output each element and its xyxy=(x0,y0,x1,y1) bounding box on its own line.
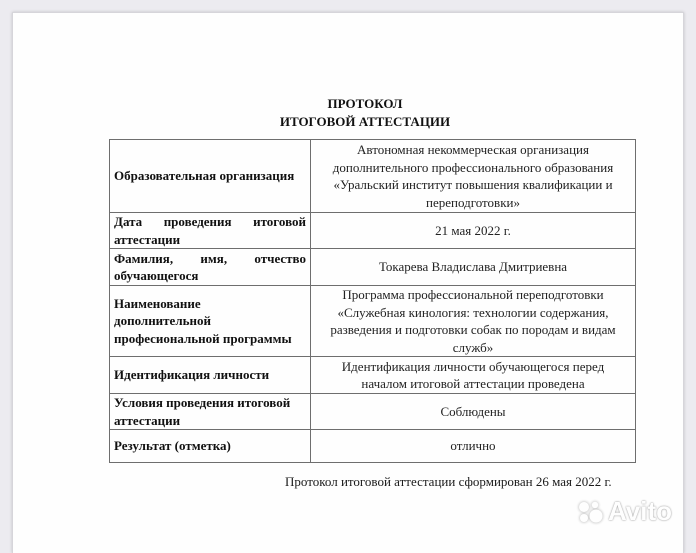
row-label xyxy=(110,286,311,357)
protocol-generated-note: Протокол итоговой аттестации сформирован 26 мая 2022 г. xyxy=(285,474,612,489)
label-line: Дата проведения итоговой xyxy=(114,214,306,229)
table-row-organization xyxy=(110,140,636,213)
document-page xyxy=(12,12,684,553)
value-line: Идентификация личности обучающегося перед xyxy=(341,358,605,374)
value-line: «Служебная кинология: технологии содержания, xyxy=(337,304,609,320)
row-label: Образовательная организация xyxy=(110,140,311,213)
title-line-1: ПРОТОКОЛ xyxy=(327,96,403,111)
watermark-text: Avito xyxy=(608,496,673,526)
table-row-conditions xyxy=(110,394,636,430)
value-line: разведения и подготовки собак по породам и видам xyxy=(330,322,616,337)
value-line: дополнительного профессионального образования xyxy=(332,159,614,175)
value-line: служб» xyxy=(452,339,494,355)
row-label: Результат (отметка) xyxy=(110,430,311,463)
row-value: отлично xyxy=(311,430,636,463)
table-row-program xyxy=(110,286,636,357)
protocol-table xyxy=(109,139,636,463)
table-row-date xyxy=(110,213,636,249)
value-line: Автономная некоммерческая организация xyxy=(357,142,589,157)
row-value xyxy=(311,357,636,394)
label-line: аттестации xyxy=(114,231,181,247)
avito-logo-icon xyxy=(576,499,606,525)
label-line: дополнительной xyxy=(114,313,211,329)
row-value: Соблюдены xyxy=(311,394,636,430)
row-label xyxy=(110,213,311,249)
row-label xyxy=(110,249,311,286)
label-line: Условия проведения итоговой xyxy=(114,395,291,410)
row-value xyxy=(311,140,636,213)
avito-watermark xyxy=(576,496,672,527)
row-value: 21 мая 2022 г. xyxy=(311,213,636,249)
table-row-student-name xyxy=(110,249,636,286)
table-row-result xyxy=(110,430,636,463)
row-value xyxy=(311,286,636,357)
label-line: обучающегося xyxy=(114,268,199,283)
row-label xyxy=(110,394,311,430)
document-title xyxy=(13,95,683,131)
title-line-2: ИТОГОВОЙ АТТЕСТАЦИИ xyxy=(279,114,451,129)
row-label: Идентификация личности xyxy=(110,357,311,394)
label-line: аттестации xyxy=(114,412,181,428)
value-line: началом итоговой аттестации проведена xyxy=(361,376,585,391)
value-line: Программа профессиональной переподготовки xyxy=(342,287,604,302)
value-line: переподготовки» xyxy=(426,194,520,210)
label-line: професиональной программы xyxy=(114,330,292,346)
value-line: «Уральский институт повышения квалификации и xyxy=(333,177,613,192)
table-row-identification xyxy=(110,357,636,394)
row-value: Токарева Владислава Дмитриевна xyxy=(311,249,636,286)
label-line: Наименование xyxy=(114,295,201,311)
label-line: Фамилия, имя, отчество xyxy=(114,250,306,266)
